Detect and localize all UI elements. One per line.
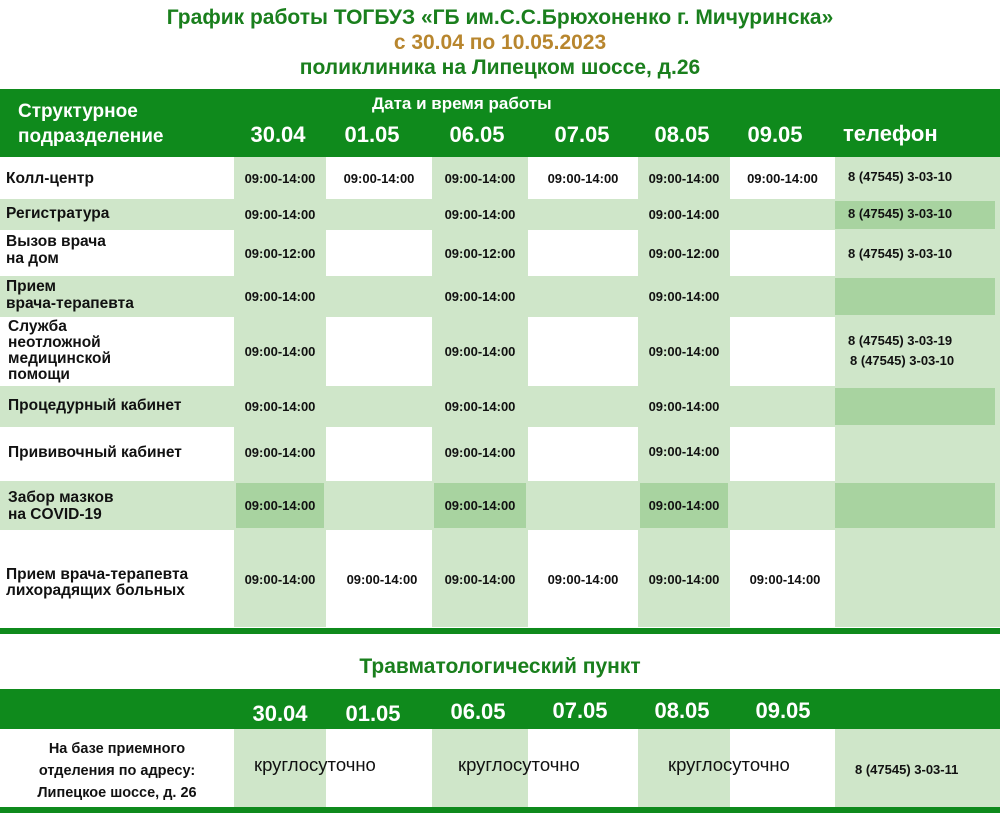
row-label: на COVID-19 [8, 506, 102, 523]
trauma-title: Травматологический пункт [359, 655, 641, 678]
time-cell: 09:00-14:00 [444, 170, 516, 186]
phone-cell-shade [835, 483, 995, 528]
trauma-date: 09.05 [755, 698, 811, 723]
time-cell: 09:00-14:00 [444, 289, 516, 304]
header-unit-line1: Структурное [18, 101, 138, 122]
time-cell: 09:00-14:00 [547, 170, 619, 186]
trauma-date: 01.05 [345, 701, 401, 726]
phone-cell-shade [835, 388, 995, 425]
clinic-address: поликлиника на Липецком шоссе, д.26 [299, 56, 701, 79]
time-cell: 09:00-14:00 [648, 443, 720, 459]
trauma-location [0, 738, 234, 804]
time-cell: 09:00-14:00 [547, 571, 619, 587]
table-bottom-border [0, 628, 1000, 634]
time-cell: 09:00-14:00 [244, 207, 316, 222]
header-date: 01.05 [344, 122, 400, 147]
trauma-date: 08.05 [654, 698, 710, 723]
row-label: медицинской [8, 350, 112, 367]
row-label: врача-терапевта [6, 295, 134, 312]
time-cell: 09:00-14:00 [244, 289, 316, 304]
time-cell: 09:00-14:00 [346, 571, 418, 587]
time-cell: 09:00-14:00 [244, 344, 316, 359]
header-date: 30.04 [250, 122, 306, 147]
row-label: Вызов врача [6, 233, 106, 250]
trauma-hours: круглосуточно [668, 754, 790, 775]
time-cell: 09:00-14:00 [648, 571, 720, 587]
time-cell: 09:00-14:00 [244, 399, 316, 414]
phone-number: 8 (47545) 3-03-10 [848, 246, 953, 261]
time-cell: 09:00-14:00 [444, 399, 516, 414]
date-range: с 30.04 по 10.05.2023 [393, 31, 607, 54]
header-date: 09.05 [747, 122, 803, 147]
time-cell: 09:00-14:00 [444, 207, 516, 222]
time-cell: 09:00-14:00 [444, 344, 516, 359]
row-label: Процедурный кабинет [8, 396, 182, 414]
phone-number: 8 (47545) 3-03-10 [848, 169, 953, 184]
time-cell: 09:00-14:00 [648, 170, 720, 186]
time-cell: 09:00-14:00 [648, 399, 720, 414]
time-cell: 09:00-14:00 [244, 170, 316, 186]
time-cell: 09:00-14:00 [444, 445, 516, 460]
time-cell: 09:00-14:00 [749, 571, 821, 587]
row-label: лихорадящих больных [6, 582, 185, 599]
trauma-location-line: отделения по адресу: [38, 763, 196, 779]
row-label: Прием врача-терапевта [6, 566, 189, 583]
trauma-location-line: Липецкое шоссе, д. 26 [37, 785, 197, 801]
row-label: помощи [8, 366, 70, 383]
phone-number: 8 (47545) 3-03-10 [850, 353, 955, 368]
trauma-date: 06.05 [450, 699, 506, 724]
time-cell: 09:00-14:00 [343, 170, 415, 186]
trauma-date: 07.05 [552, 698, 608, 723]
row-label: Служба [8, 318, 67, 335]
trauma-location-line: На базе приемного [48, 741, 186, 757]
header-date: 08.05 [654, 122, 710, 147]
trauma-hours: круглосуточно [458, 754, 580, 775]
row-label: неотложной [8, 334, 101, 351]
time-cell: 09:00-12:00 [244, 245, 316, 261]
header-phone: телефон [843, 121, 938, 146]
time-cell: 09:00-14:00 [444, 571, 516, 587]
row-label: Прием [6, 278, 57, 295]
trauma-hours: круглосуточно [254, 754, 376, 775]
phone-number: 8 (47545) 3-03-10 [848, 206, 953, 221]
page-title: График работы ТОГБУЗ «ГБ им.С.С.Брюхоненко г. Мичуринска» [166, 6, 834, 29]
time-cell: 09:00-14:00 [244, 445, 316, 460]
trauma-bottom-border [0, 807, 1000, 813]
time-cell: 09:00-12:00 [648, 245, 720, 261]
time-cell: 09:00-12:00 [444, 245, 516, 261]
time-cell: 09:00-14:00 [648, 207, 720, 222]
time-cell: 09:00-14:00 [747, 170, 818, 186]
time-cell: 09:00-14:00 [648, 289, 720, 304]
time-cell: 09:00-14:00 [444, 498, 516, 513]
row-label: на дом [6, 250, 59, 267]
time-cell: 09:00-14:00 [244, 498, 316, 513]
trauma-phone: 8 (47545) 3-03-11 [855, 762, 959, 777]
time-cell: 09:00-14:00 [648, 498, 720, 513]
time-cell: 09:00-14:00 [244, 571, 316, 587]
header-unit-line2: подразделение [18, 126, 164, 147]
row-label: Забор мазков [8, 489, 114, 506]
header-datetime: Дата и время работы [372, 94, 552, 113]
row-label: Прививочный кабинет [8, 443, 182, 461]
row-label: Колл-центр [6, 169, 94, 187]
header-date: 07.05 [554, 122, 610, 147]
header-date: 06.05 [449, 122, 505, 147]
row-label: Регистратура [6, 204, 110, 222]
time-cell: 09:00-14:00 [648, 344, 720, 359]
phone-cell-shade [835, 278, 995, 315]
phone-number: 8 (47545) 3-03-19 [848, 333, 953, 348]
trauma-date: 30.04 [252, 701, 308, 726]
